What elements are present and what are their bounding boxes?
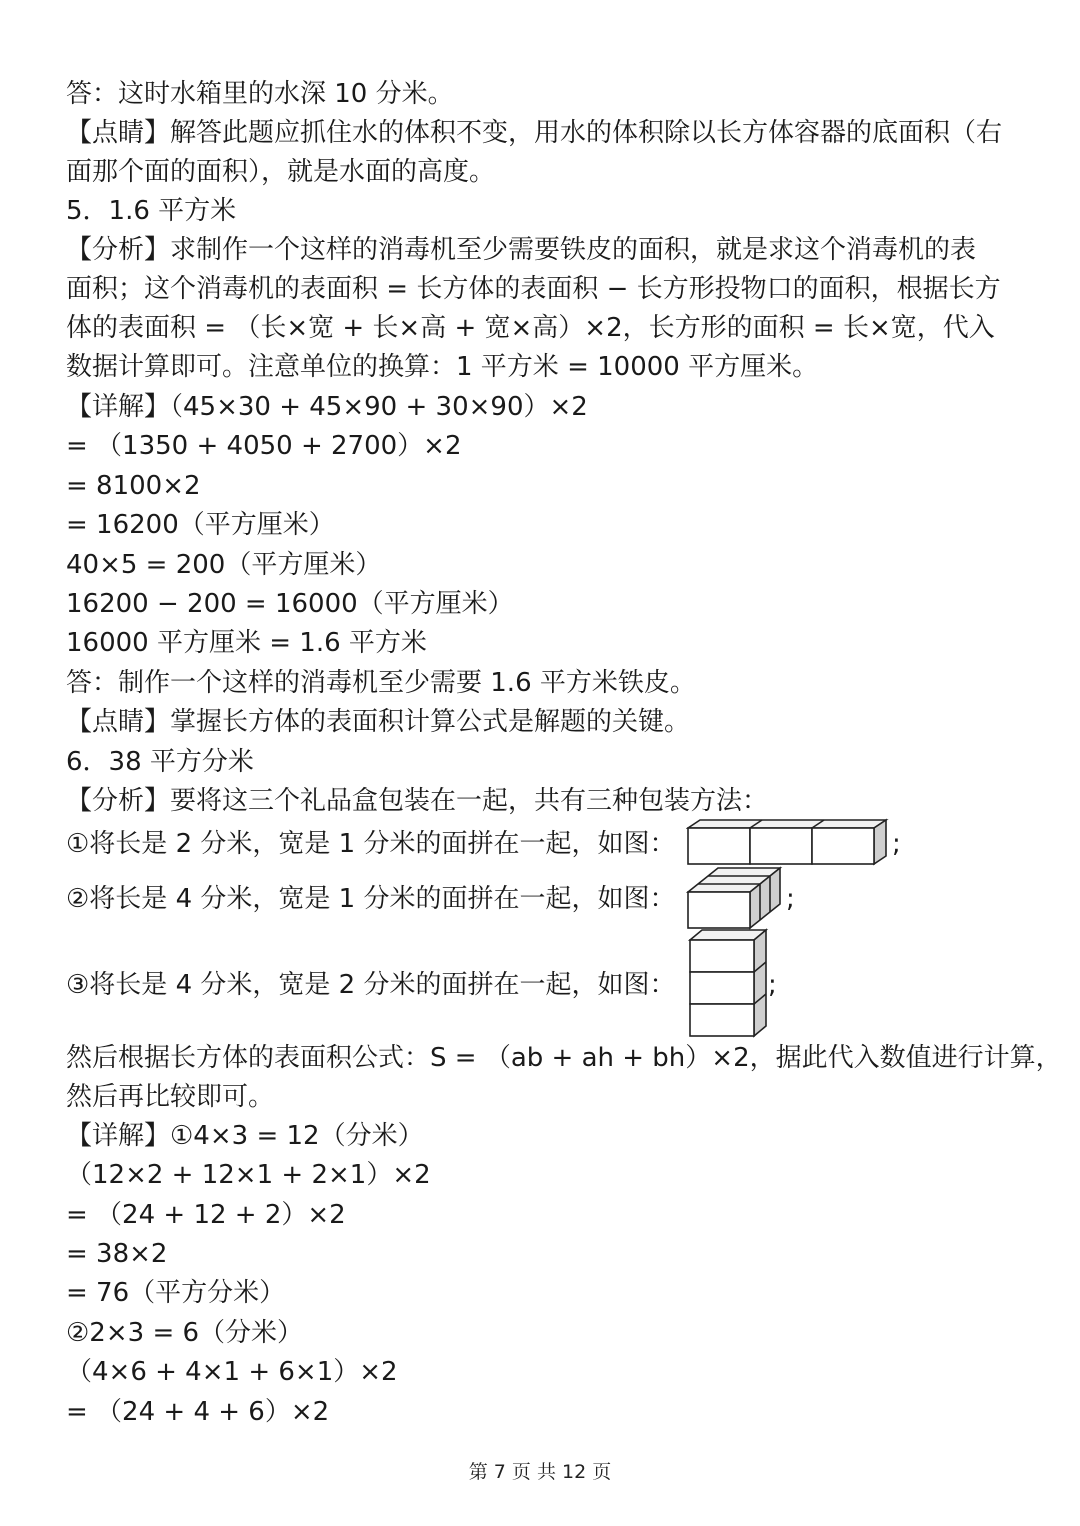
solution-6-line-5: = 76（平方分米） — [66, 1278, 286, 1308]
semicolon: ; — [786, 884, 795, 914]
method-3-text: ③将长是 4 分米，宽是 2 分米的面拼在一起，如图： — [66, 970, 676, 1000]
method-2-text: ②将长是 4 分米，宽是 1 分米的面拼在一起，如图： — [66, 884, 676, 914]
figure-method-2 — [686, 864, 786, 934]
solution-line-5: 40×5 = 200（平方厘米） — [66, 550, 382, 580]
page-footer: 第 7 页 共 12 页 — [468, 1461, 612, 1483]
analysis-line-4: 数据计算即可。注意单位的换算：1 平方米 = 10000 平方厘米。 — [66, 352, 819, 382]
analysis-line-3: 体的表面积 = （长×宽 + 长×高 + 宽×高）×2，长方形的面积 = 长×宽，代入 — [66, 313, 995, 343]
question-6-heading: 6．38 平方分米 — [66, 747, 254, 777]
semicolon: ; — [768, 970, 777, 1000]
solution-6-line-7: （4×6 + 4×1 + 6×1）×2 — [66, 1357, 398, 1387]
note-line-1: 【点睛】解答此题应抓住水的体积不变，用水的体积除以长方体容器的底面积（右 — [66, 118, 1003, 148]
solution-6-line-8: = （24 + 4 + 6）×2 — [66, 1397, 330, 1427]
method-1-text: ①将长是 2 分米，宽是 1 分米的面拼在一起，如图： — [66, 829, 676, 859]
formula-line-2: 然后再比较即可。 — [66, 1082, 275, 1112]
solution-line-3: = 8100×2 — [66, 471, 201, 501]
question-5-heading: 5．1.6 平方米 — [66, 196, 237, 226]
solution-6-line-6: ②2×3 = 6（分米） — [66, 1318, 304, 1348]
figure-method-1 — [686, 818, 892, 866]
solution-line-2: = （1350 + 4050 + 2700）×2 — [66, 431, 462, 461]
solution-line-6: 16200 − 200 = 16000（平方厘米） — [66, 589, 514, 619]
solution-6-line-1: 【详解】①4×3 = 12（分米） — [66, 1121, 424, 1151]
analysis-line-2: 面积；这个消毒机的表面积 = 长方体的表面积 − 长方形投物口的面积，根据长方 — [66, 274, 1001, 304]
solution-6-line-2: （12×2 + 12×1 + 2×1）×2 — [66, 1160, 431, 1190]
answer-line: 答：这时水箱里的水深 10 分米。 — [66, 79, 454, 109]
figure-method-3 — [688, 928, 772, 1040]
formula-line-1: 然后根据长方体的表面积公式：S = （ab + ah + bh）×2，据此代入数值进行计算， — [66, 1043, 1062, 1073]
solution-line-1: 【详解】（45×30 + 45×90 + 30×90）×2 — [66, 392, 588, 422]
solution-6-line-3: = （24 + 12 + 2）×2 — [66, 1200, 346, 1230]
answer-line-5: 答：制作一个这样的消毒机至少需要 1.6 平方米铁皮。 — [66, 668, 696, 698]
solution-line-7: 16000 平方厘米 = 1.6 平方米 — [66, 628, 427, 658]
solution-line-4: = 16200（平方厘米） — [66, 510, 335, 540]
semicolon: ; — [892, 829, 901, 859]
analysis-6-line: 【分析】要将这三个礼品盒包装在一起，共有三种包装方法： — [66, 786, 769, 816]
solution-6-line-4: = 38×2 — [66, 1239, 168, 1269]
note-line-5: 【点睛】掌握长方体的表面积计算公式是解题的关键。 — [66, 707, 691, 737]
note-line-2: 面那个面的面积），就是水面的高度。 — [66, 157, 496, 187]
analysis-line-1: 【分析】求制作一个这样的消毒机至少需要铁皮的面积，就是求这个消毒机的表 — [66, 235, 977, 265]
